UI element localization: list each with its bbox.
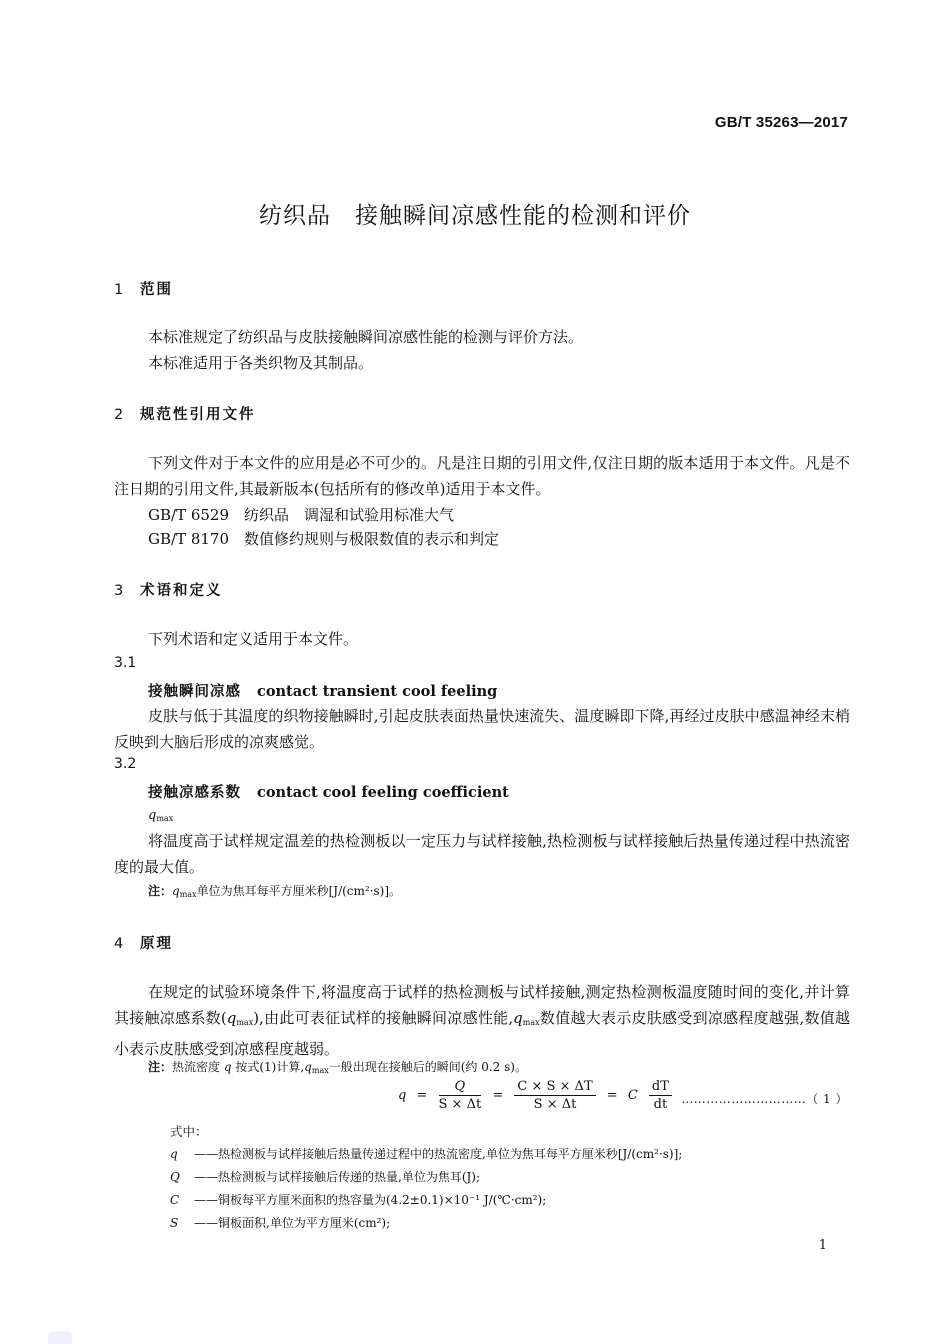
legend-item xyxy=(170,1191,546,1208)
section-title: 规范性引用文件 xyxy=(140,407,256,423)
principle-text-a: 在规定的试验环境条件下,将温度高于试样的热检测板与试样接触,测定热检测板温度随时间的变化,并计算其接触凉感系数( xyxy=(114,983,850,1027)
fraction-2-numerator: C × S × ΔT xyxy=(514,1078,595,1096)
section-heading-scope xyxy=(114,278,173,299)
formula-equals: = xyxy=(416,1088,428,1103)
term-3-1 xyxy=(148,680,497,701)
fraction-1-numerator: Q xyxy=(439,1078,482,1096)
note-label: 注： xyxy=(148,1060,173,1074)
formula-equals: = xyxy=(492,1088,504,1103)
note-text: 单位为焦耳每平方厘米秒[J/(cm²·s)]。 xyxy=(196,884,402,898)
scope-paragraph-2: 本标准适用于各类织物及其制品。 xyxy=(148,354,374,372)
term-number-3-1: 3.1 xyxy=(114,655,137,671)
legend-variable: C xyxy=(170,1193,180,1207)
scope-paragraph-1: 本标准规定了纺织品与皮肤接触瞬间凉感性能的检测与评价方法。 xyxy=(148,328,584,346)
principle-symbol-2: q xyxy=(513,1009,523,1027)
term-zh: 接触凉感系数 xyxy=(148,785,241,801)
legend-item xyxy=(170,1168,480,1185)
section-number: 1 xyxy=(114,282,124,298)
note-text-b: 按式(1)计算, xyxy=(231,1060,305,1074)
fraction-1-denominator: S × Δt xyxy=(438,1097,482,1112)
fraction-3 xyxy=(649,1078,672,1113)
symbol-subscript: max xyxy=(156,814,174,823)
principle-text-b: ),由此可表征试样的接触瞬间凉感性能, xyxy=(253,1009,514,1027)
standard-number: GB/T 35263—2017 xyxy=(714,114,848,131)
legend-description: ——热检测板与试样接触后热量传递过程中的热流密度,单位为焦耳每平方厘米秒[J/(cm²·s)]; xyxy=(194,1147,683,1161)
term-en: contact cool feeling coefficient xyxy=(257,784,509,801)
term-3-1-definition: 皮肤与低于其温度的织物接触瞬时,引起皮肤表面热量快速流失、温度瞬即下降,再经过皮肤中感温神经末梢反映到大脑后形成的凉爽感觉。 xyxy=(114,707,850,751)
term-zh: 接触瞬间凉感 xyxy=(148,684,241,700)
legend-item xyxy=(170,1145,682,1162)
normative-paragraph: 下列文件对于本文件的应用是必不可少的。凡是注日期的引用文件,仅注日期的版本适用于本文件。凡是不注日期的引用文件,其最新版本(包括所有的修改单)适用于本文件。 xyxy=(114,454,850,498)
principle-subscript-2: max xyxy=(522,1018,540,1027)
formula-number: …………………………（ 1 ） xyxy=(681,1092,848,1106)
formula-1 xyxy=(395,1078,676,1113)
note-label: 注： xyxy=(148,884,173,898)
section-heading-normative xyxy=(114,403,256,424)
term-3-2-definition: 将温度高于试样规定温差的热检测板以一定压力与试样接触,热检测板与试样接触后热量传递过程中热流密度的最大值。 xyxy=(114,832,850,876)
legend-variable: S xyxy=(170,1216,179,1230)
note-symbol: q xyxy=(172,884,180,898)
note-subscript-2: max xyxy=(311,1066,329,1075)
page-corner-tab xyxy=(48,1331,72,1344)
principle-text-c: 数值越大表示皮肤感受到凉感程度越强,数值越小表示皮肤感受到凉感程度越弱。 xyxy=(114,1009,851,1058)
section-number: 3 xyxy=(114,583,124,599)
section-title: 术语和定义 xyxy=(140,583,223,599)
formula-lhs: q xyxy=(398,1088,407,1103)
section-number: 4 xyxy=(114,936,124,952)
section-heading-terms xyxy=(114,579,223,600)
document-title: 纺织品 接触瞬间凉感性能的检测和评价 xyxy=(259,203,691,229)
note-text-c: 一般出现在接触后的瞬间(约 0.2 s)。 xyxy=(328,1060,527,1074)
term-3-2-symbol xyxy=(148,808,173,823)
legend-description: ——铜板面积,单位为平方厘米(cm²); xyxy=(194,1216,391,1230)
reference-gbt6529: GB/T 6529 纺织品 调湿和试验用标准大气 xyxy=(148,506,455,524)
legend-description: ——铜板每平方厘米面积的热容量为(4.2±0.1)×10⁻¹ J/(℃·cm²); xyxy=(194,1193,547,1207)
fraction-3-denominator: dt xyxy=(653,1097,668,1112)
note-symbol-1: q xyxy=(223,1060,232,1074)
note-text-a: 热流密度 xyxy=(172,1060,224,1074)
term-number-3-2: 3.2 xyxy=(114,756,137,772)
legend-variable: q xyxy=(170,1147,178,1161)
section-number: 2 xyxy=(114,407,124,423)
principle-paragraph xyxy=(114,979,850,1062)
note-symbol-2: q xyxy=(304,1060,312,1074)
legend-item xyxy=(170,1214,390,1231)
section-title: 原理 xyxy=(140,936,173,952)
fraction-1 xyxy=(439,1078,482,1113)
note-subscript: max xyxy=(179,890,197,899)
term-3-2 xyxy=(148,781,509,802)
legend-variable: Q xyxy=(170,1170,180,1184)
page-number: 1 xyxy=(818,1238,827,1253)
legend-description: ——热检测板与试样接触后传递的热量,单位为焦耳(J); xyxy=(194,1170,481,1184)
principle-subscript-1: max xyxy=(236,1018,254,1027)
symbol-q: q xyxy=(148,808,157,823)
reference-gbt8170: GB/T 8170 数值修约规则与极限数值的表示和判定 xyxy=(148,530,500,548)
fraction-2 xyxy=(514,1078,595,1113)
formula-equals: = xyxy=(606,1088,618,1103)
fraction-3-numerator: dT xyxy=(649,1078,672,1096)
formula-coefficient: C xyxy=(627,1088,638,1103)
section-title: 范围 xyxy=(140,282,173,298)
principle-note xyxy=(148,1058,527,1075)
term-3-2-note xyxy=(148,882,401,899)
section-heading-principle xyxy=(114,932,173,953)
terms-intro: 下列术语和定义适用于本文件。 xyxy=(148,630,359,648)
fraction-2-denominator: S × Δt xyxy=(533,1097,577,1112)
term-en: contact transient cool feeling xyxy=(257,683,498,700)
principle-symbol-1: q xyxy=(226,1009,237,1027)
where-label: 式中： xyxy=(170,1124,208,1139)
